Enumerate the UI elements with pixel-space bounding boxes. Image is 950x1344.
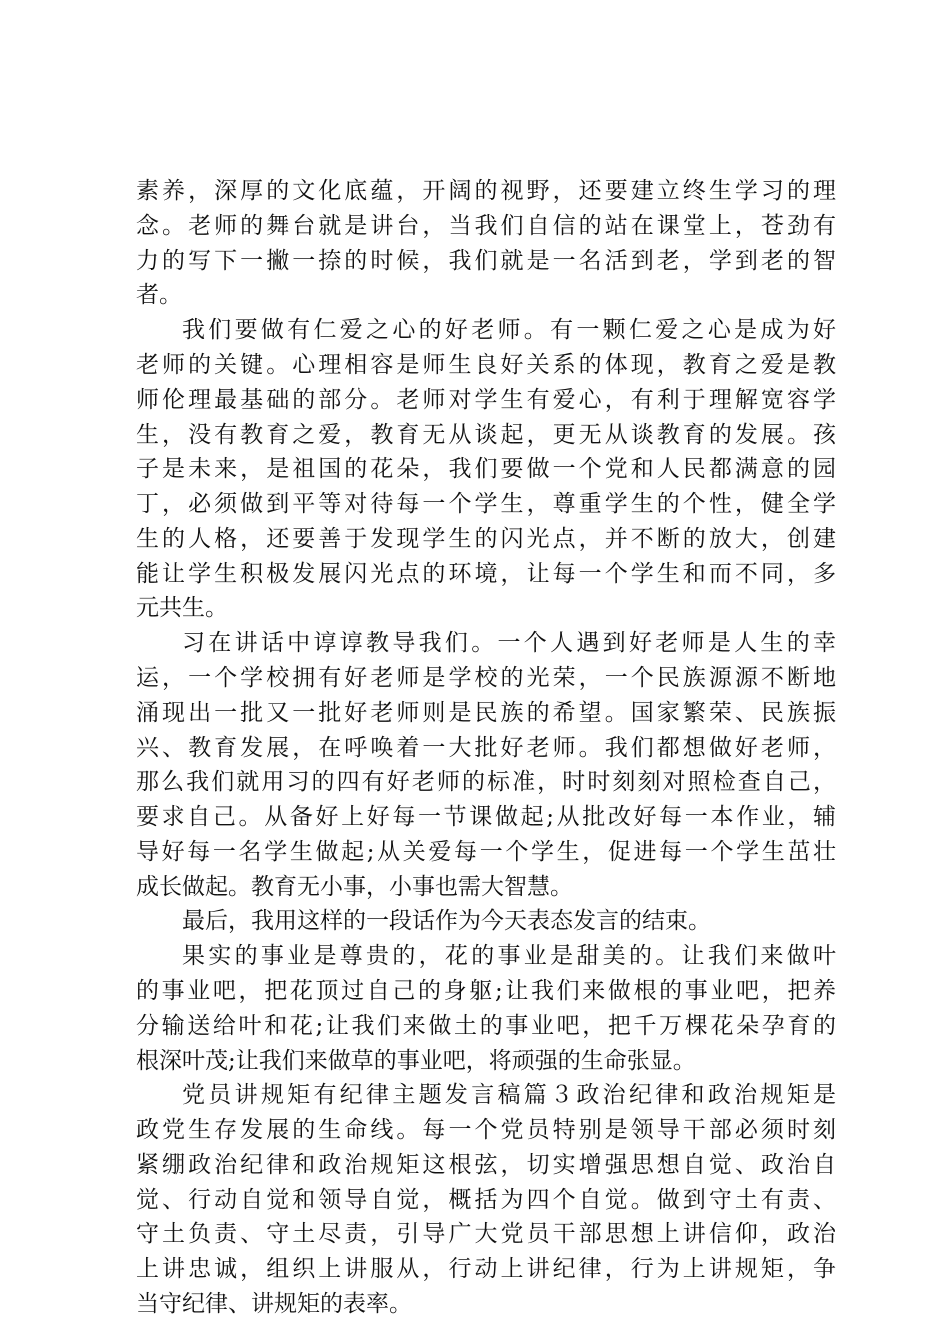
text-line: 党员讲规矩有纪律主题发言稿篇３政治纪律和政治规矩是 [182, 1082, 836, 1108]
text-line: 能让学生积极发展闪光点的环境，让每一个学生和而不同，多 [136, 561, 836, 587]
text-line: 果实的事业是尊贵的，花的事业是甜美的。让我们来做叶 [182, 943, 836, 969]
text-line: 师伦理最基础的部分。老师对学生有爱心，有利于理解宽容学 [136, 387, 836, 413]
text-line: 涌现出一批又一批好老师则是民族的希望。国家繁荣、民族振 [136, 700, 836, 726]
text-line: 上讲忠诚，组织上讲服从，行动上讲纪律，行为上讲规矩，争 [136, 1256, 836, 1282]
text-line: 老师的关键。心理相容是师生良好关系的体现，教育之爱是教 [136, 352, 836, 378]
text-line: 子是未来，是祖国的花朵，我们要做一个党和人民都满意的园 [136, 456, 836, 482]
text-line: 成长做起。教育无小事，小事也需大智慧。 [136, 874, 573, 900]
text-line: 素养，深厚的文化底蕴，开阔的视野，还要建立终生学习的理 [136, 178, 836, 204]
text-line: 丁，必须做到平等对待每一个学生，尊重学生的个性，健全学 [136, 491, 836, 517]
text-line: 我们要做有仁爱之心的好老师。有一颗仁爱之心是成为好 [182, 317, 836, 343]
text-line: 生，没有教育之爱，教育无从谈起，更无从谈教育的发展。孩 [136, 422, 836, 448]
text-line: 念。老师的舞台就是讲台，当我们自信的站在课堂上，苍劲有 [136, 213, 836, 239]
text-line: 习在讲话中谆谆教导我们。一个人遇到好老师是人生的幸 [182, 630, 836, 656]
text-line: 兴、教育发展，在呼唤着一大批好老师。我们都想做好老师， [136, 735, 836, 761]
text-line: 紧绷政治纪律和政治规矩这根弦，切实增强思想自觉、政治自 [136, 1152, 836, 1178]
text-line: 分输送给叶和花;让我们来做土的事业吧，把千万棵花朵孕育的 [136, 1013, 836, 1039]
text-line: 当守纪律、讲规矩的表率。 [136, 1291, 412, 1317]
text-line: 运，一个学校拥有好老师是学校的光荣，一个民族源源不断地 [136, 665, 836, 691]
text-line: 者。 [136, 282, 182, 308]
text-line: 导好每一名学生做起;从关爱每一个学生，促进每一个学生茁壮 [136, 839, 836, 865]
text-line: 最后，我用这样的一段话作为今天表态发言的结束。 [182, 908, 711, 934]
text-line: 要求自己。从备好上好每一节课做起;从批改好每一本作业，辅 [136, 804, 836, 830]
text-line: 的事业吧，把花顶过自己的身躯;让我们来做根的事业吧，把养 [136, 978, 836, 1004]
text-line: 守土负责、守土尽责，引导广大党员干部思想上讲信仰，政治 [136, 1221, 836, 1247]
text-line: 那么我们就用习的四有好老师的标准，时时刻刻对照检查自己， [136, 769, 836, 795]
text-line: 元共生。 [136, 595, 228, 621]
text-line: 生的人格，还要善于发现学生的闪光点，并不断的放大，创建 [136, 526, 836, 552]
text-line: 根深叶茂;让我们来做草的事业吧，将顽强的生命张显。 [136, 1048, 696, 1074]
text-line: 力的写下一撇一捺的时候，我们就是一名活到老，学到老的智 [136, 248, 836, 274]
text-line: 政党生存发展的生命线。每一个党员特别是领导干部必须时刻 [136, 1117, 836, 1143]
text-line: 觉、行动自觉和领导自觉，概括为四个自觉。做到守土有责、 [136, 1187, 836, 1213]
